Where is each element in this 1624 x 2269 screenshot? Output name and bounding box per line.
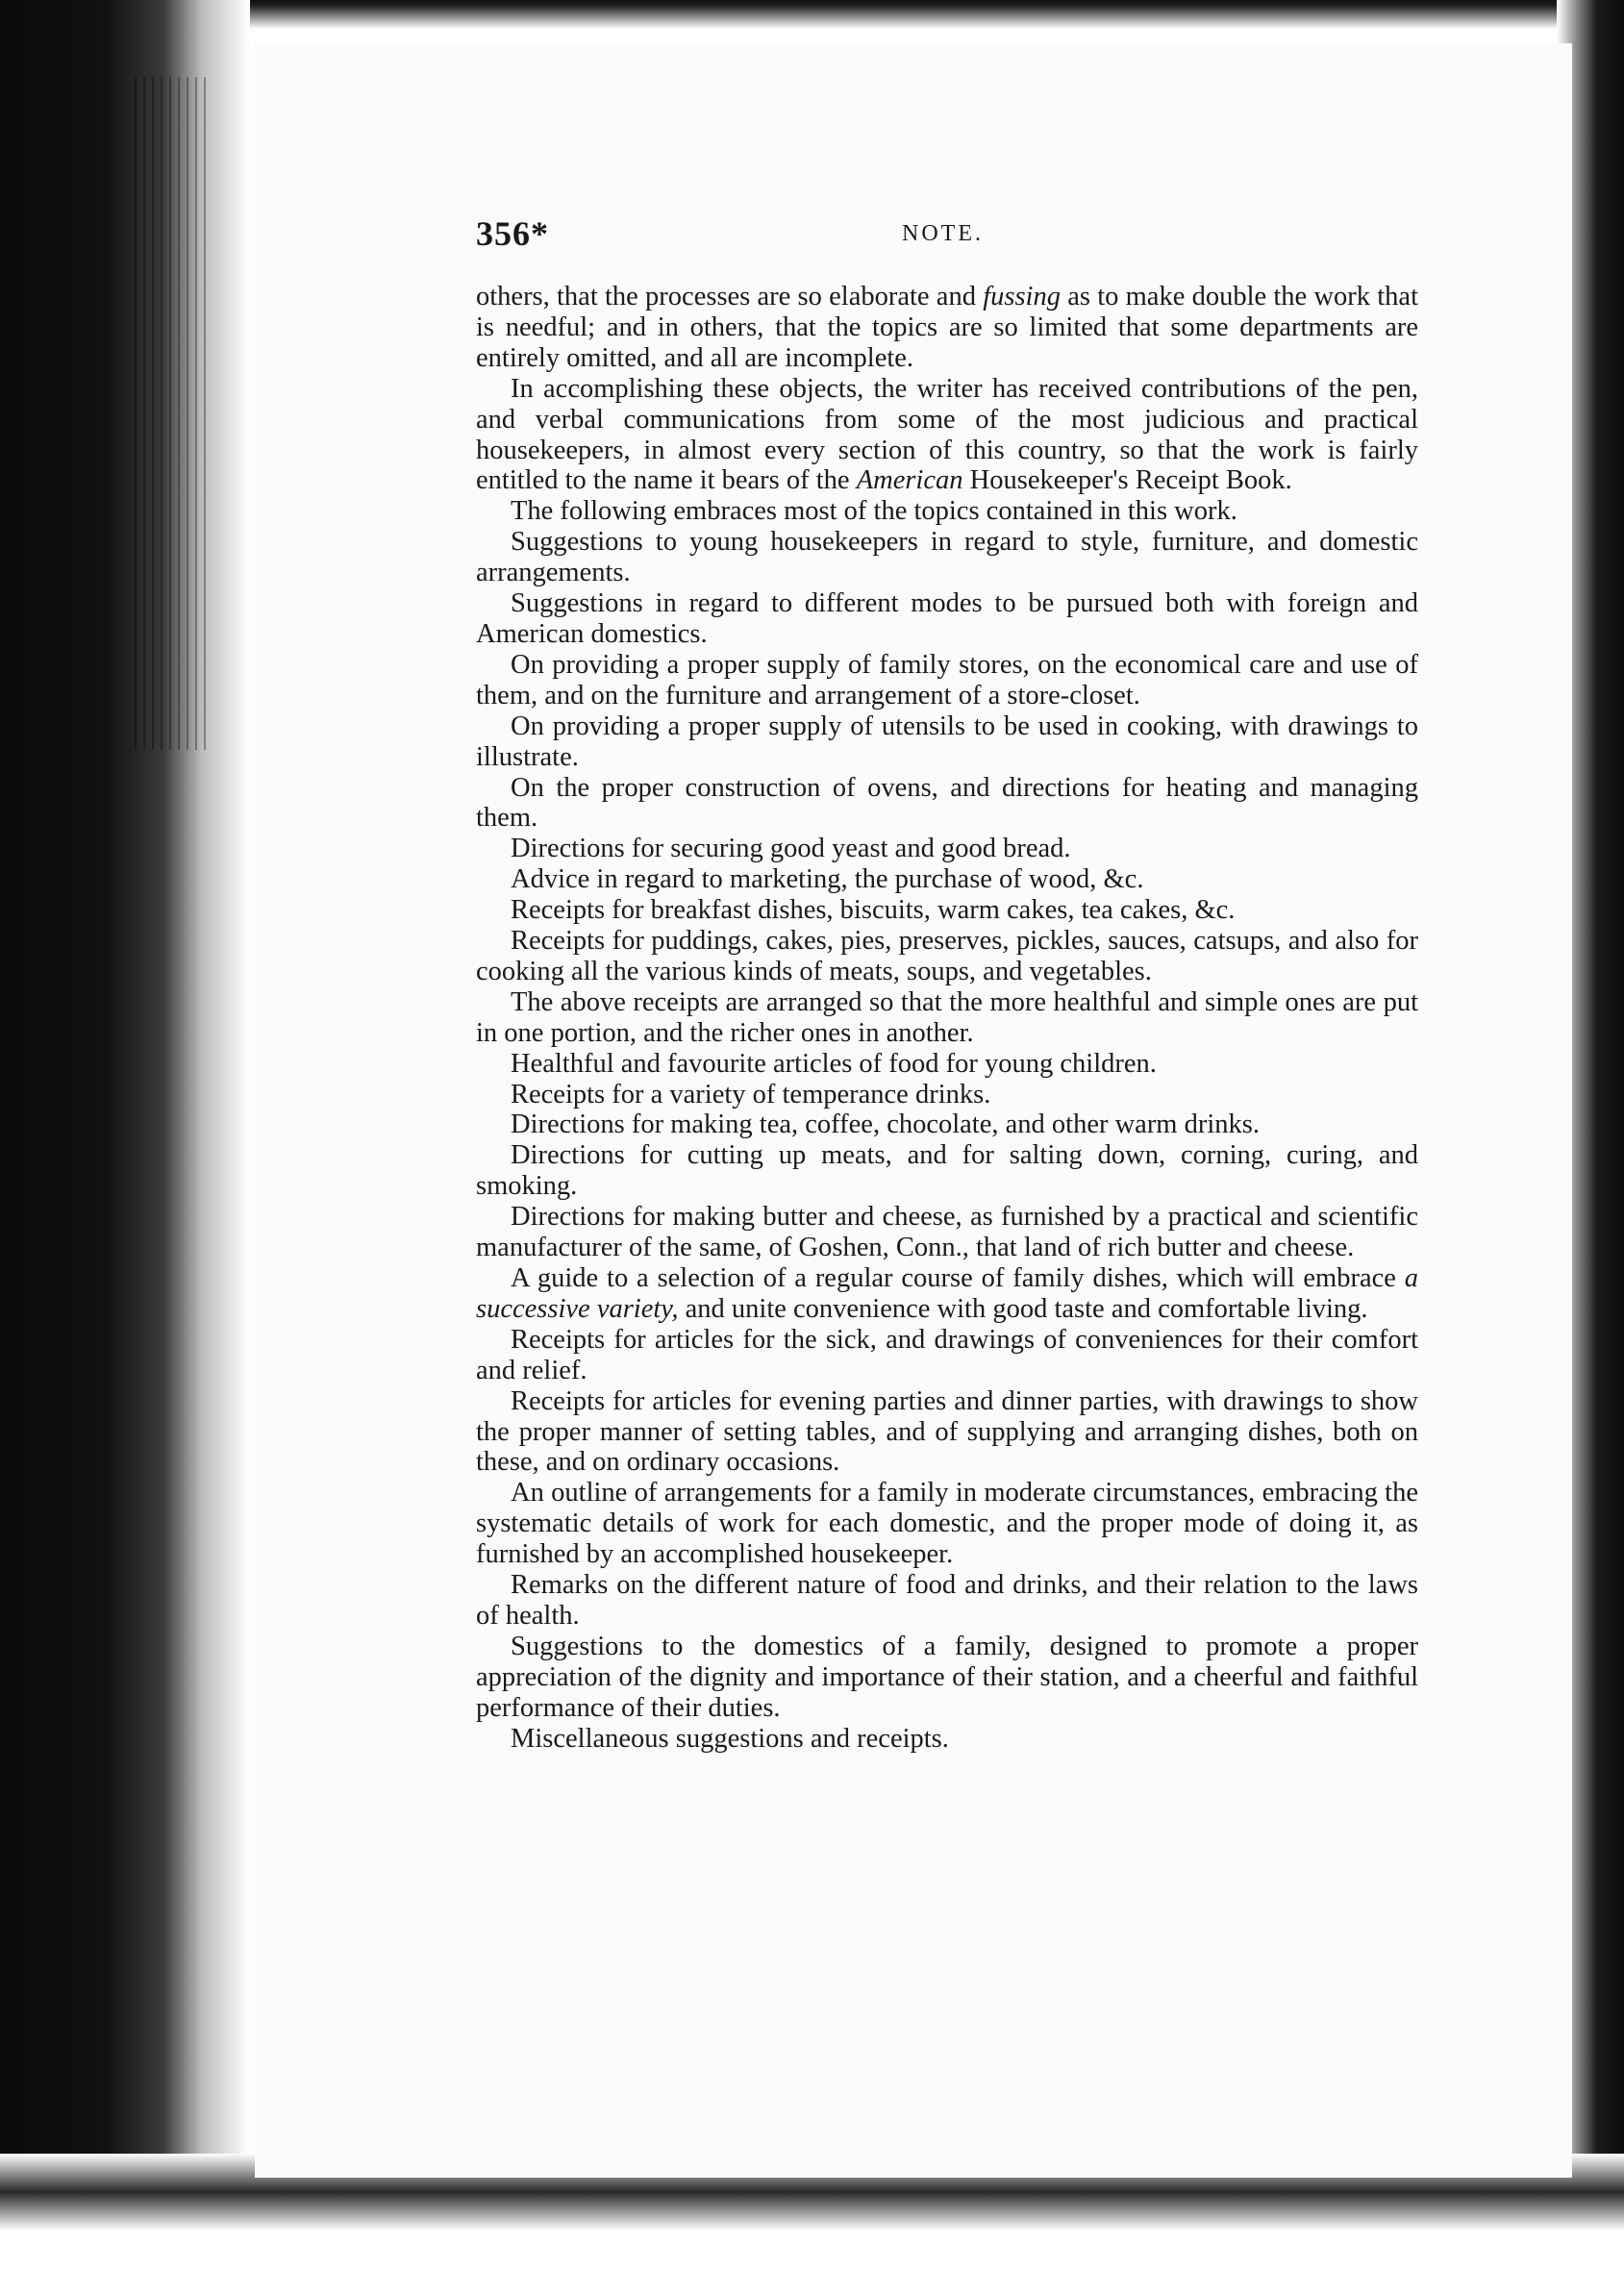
paragraph	[476, 1080, 1418, 1110]
paragraph	[476, 834, 1418, 864]
paragraph	[476, 926, 1418, 987]
paragraph-text: On the proper construction of ovens, and directions for heating and managing them.	[476, 772, 1418, 834]
paragraph	[476, 1049, 1418, 1080]
italic-text: American	[856, 465, 963, 496]
paragraph-text: On providing a proper supply of family stores, on the economical care and use of them, and on the furniture and arrangement of a store-closet.	[476, 649, 1418, 711]
paragraph	[476, 1202, 1418, 1263]
paragraph-text: Directions for cutting up meats, and for salting down, corning, curing, and smoking.	[476, 1140, 1418, 1202]
paragraph-text: others, that the processes are so elaborate and	[476, 282, 984, 312]
paragraph	[476, 1263, 1418, 1325]
paragraph-text: Remarks on the different nature of food and drinks, and their relation to the laws of health.	[476, 1570, 1418, 1631]
paragraph-text: The above receipts are arranged so that the more healthful and simple ones are put in one portion, and the richer ones in another.	[476, 986, 1418, 1048]
paragraph-text: In accomplishing these objects, the writer has received contributions of the pen, and verbal communications from some of the most judicious and practical housekeepers, in almost every section of this country, so that the work is fairly entitled to the name it bears of the	[476, 373, 1418, 496]
paragraph	[476, 374, 1418, 497]
body-text	[476, 282, 1418, 1755]
paragraph-text: as to make double the work that is needful; and in others, that the topics are so limited that some departments are entirely omitted, and all are incomplete.	[476, 282, 1419, 373]
paragraph	[476, 1110, 1418, 1140]
page-header	[476, 213, 1437, 262]
italic-text: fussing	[983, 282, 1061, 312]
paragraph	[476, 1325, 1418, 1386]
scan-edge-left	[0, 0, 250, 2269]
paragraph	[476, 1632, 1418, 1724]
paragraph-text: Suggestions in regard to different modes to be pursued both with foreign and American domestics.	[476, 588, 1418, 649]
paragraph	[476, 864, 1418, 895]
paragraph	[476, 1478, 1418, 1570]
paragraph-text: On providing a proper supply of utensils to be used in cooking, with drawings to illustrate.	[476, 711, 1418, 772]
paragraph-text: Receipts for a variety of temperance drinks.	[511, 1079, 991, 1110]
paragraph-text: Directions for making butter and cheese, as furnished by a practical and scientific manufacturer of the same, of Goshen, Conn., that land of rich butter and cheese.	[476, 1202, 1418, 1263]
paragraph-text: Advice in regard to marketing, the purchase of wood, &c.	[511, 864, 1144, 895]
binding-shadow	[135, 77, 212, 750]
paragraph-text: Receipts for breakfast dishes, biscuits, warm cakes, tea cakes, &c.	[511, 895, 1236, 926]
paragraph-text: Healthful and favourite articles of food for young children.	[511, 1048, 1157, 1079]
paragraph-text: Receipts for articles for evening parties and dinner parties, with drawings to show the proper manner of setting tables, and of supplying and arranging dishes, both on these, and on ordinary occasions.	[476, 1385, 1418, 1478]
paragraph	[476, 895, 1418, 926]
italic-text: a successive variety,	[476, 1263, 1418, 1324]
paragraph-text: Suggestions to young housekeepers in regard to style, furniture, and domestic arrangements.	[476, 527, 1418, 588]
paragraph	[476, 588, 1418, 650]
paragraph	[476, 1570, 1418, 1632]
paragraph-text: The following embraces most of the topics contained in this work.	[511, 496, 1237, 527]
paragraph	[476, 711, 1418, 773]
paragraph	[476, 987, 1418, 1049]
paragraph	[476, 773, 1418, 835]
paragraph-text: An outline of arrangements for a family in moderate circumstances, embracing the systematic details of work for each domestic, and the proper mode of doing it, as furnished by an accomplished housekeeper.	[476, 1478, 1418, 1570]
paragraph	[476, 1140, 1418, 1202]
paragraph-text: Receipts for puddings, cakes, pies, preserves, pickles, sauces, catsups, and also for cooking all the various kinds of meats, soups, and vegetables.	[476, 926, 1418, 986]
paragraph-text: Receipts for articles for the sick, and drawings of conveniences for their comfort and relief.	[476, 1324, 1418, 1385]
paragraph-text: Directions for securing good yeast and good bread.	[511, 834, 1071, 864]
paragraph	[476, 496, 1418, 527]
paragraph-text: and unite convenience with good taste and comfortable living.	[678, 1293, 1368, 1324]
paragraph	[476, 650, 1418, 711]
paragraph-text: A guide to a selection of a regular course of family dishes, which will embrace	[511, 1263, 1405, 1293]
paragraph-text: Housekeeper's Receipt Book.	[962, 465, 1292, 496]
running-head: NOTE.	[902, 221, 984, 246]
paragraph-text: Miscellaneous suggestions and receipts.	[511, 1723, 949, 1754]
paragraph	[476, 282, 1418, 374]
paragraph-text: Directions for making tea, coffee, chocolate, and other warm drinks.	[511, 1110, 1260, 1140]
paragraph-text: Suggestions to the domestics of a family, designed to promote a proper appreciation of the dignity and importance of their station, and a cheerful and faithful performance of their duties.	[476, 1631, 1418, 1723]
paragraph	[476, 1386, 1418, 1479]
paragraph	[476, 1724, 1418, 1755]
paragraph	[476, 527, 1418, 588]
page-number: 356*	[476, 214, 549, 253]
